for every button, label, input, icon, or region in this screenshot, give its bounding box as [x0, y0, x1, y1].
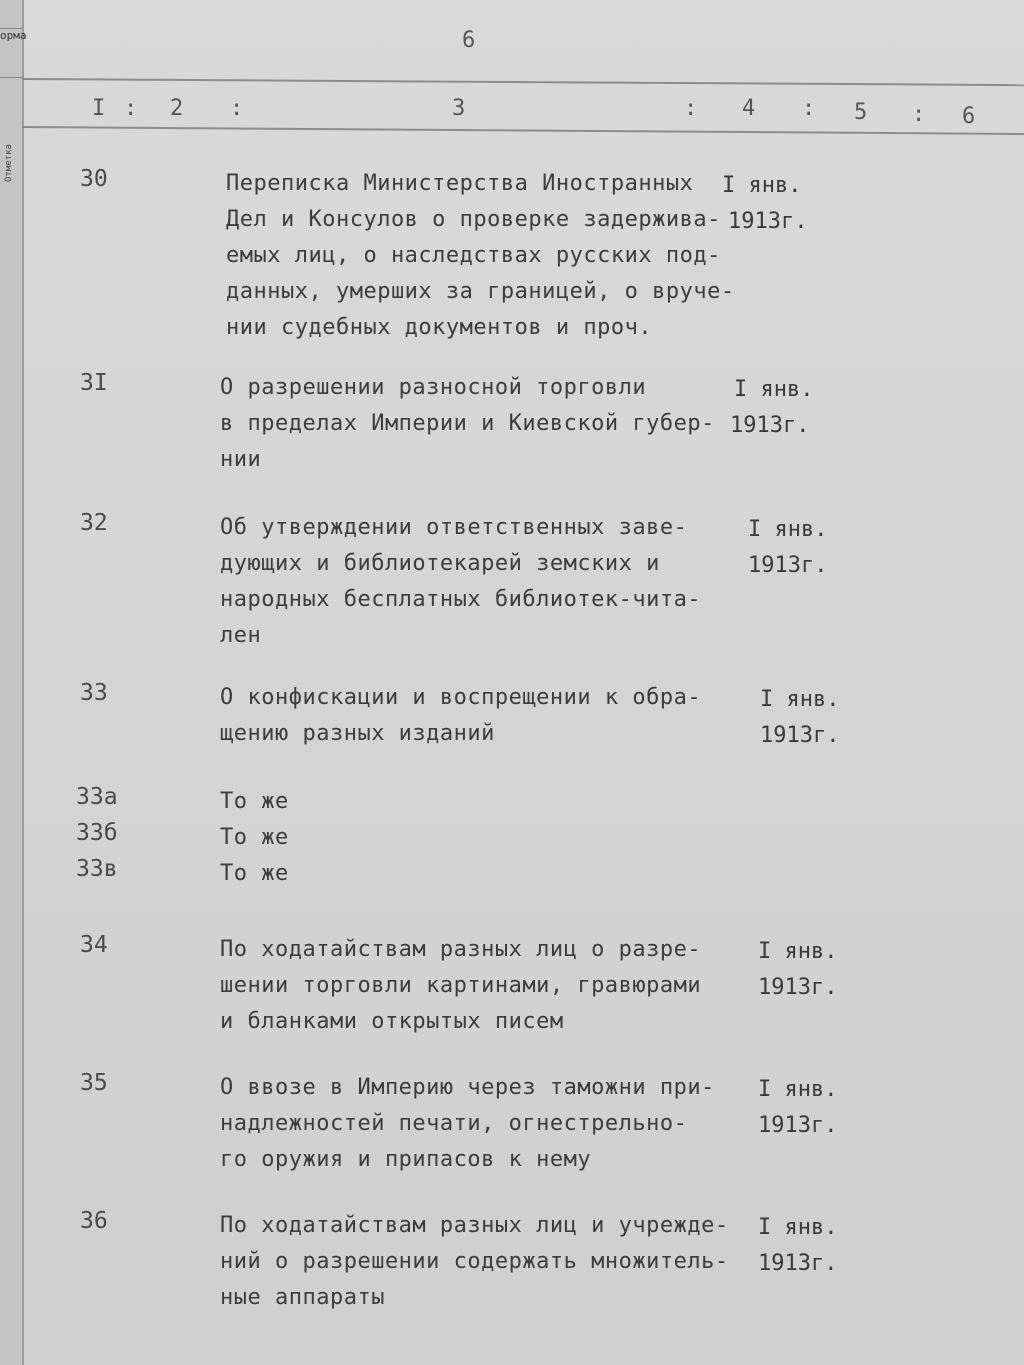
- description-line: О разрешении разносной торговли: [220, 375, 647, 400]
- entry-date-day: I янв.: [722, 173, 802, 198]
- description-line: По ходатайствам разных лиц о разре-: [220, 937, 702, 962]
- entry-number: 33б: [76, 820, 118, 846]
- header-separator: :: [230, 96, 244, 121]
- description-line: щению разных изданий: [220, 721, 495, 746]
- header-rule-bottom: [22, 126, 1024, 135]
- entry-description: [220, 784, 760, 820]
- header-col-1: I: [92, 96, 106, 121]
- description-line: То же: [220, 789, 289, 814]
- description-line: нии судебных документов и проч.: [226, 315, 653, 340]
- description-line: То же: [220, 825, 289, 850]
- entry-date-year: 1913г.: [760, 723, 840, 748]
- header-separator: :: [912, 102, 926, 127]
- description-line: надлежностей печати, огнестрельно-: [220, 1111, 688, 1136]
- description-line: народных бесплатных библиотек-чита-: [220, 587, 702, 612]
- entry-date-day: I янв.: [734, 377, 814, 402]
- entry-number: 33а: [76, 784, 118, 810]
- description-line: О ввозе в Империю через таможни при-: [220, 1075, 715, 1100]
- header-col-2: 2: [170, 96, 184, 121]
- entry-date-day: I янв.: [758, 1215, 838, 1240]
- entry-description: [220, 680, 760, 752]
- entry-description: [220, 820, 760, 856]
- entry-date-day: I янв.: [758, 939, 838, 964]
- header-col-3: 3: [452, 96, 466, 121]
- entry-date-day: I янв.: [760, 687, 840, 712]
- entry-number: 33в: [76, 856, 118, 882]
- entry-description: [226, 166, 766, 346]
- description-line: шении торговли картинами, гравюрами: [220, 973, 702, 998]
- entry-number: 30: [80, 166, 108, 192]
- entry-number: 34: [80, 932, 108, 958]
- header-col-6: 6: [962, 104, 976, 129]
- description-line: данных, умерших за границей, о вруче-: [226, 279, 735, 304]
- entry-date-day: I янв.: [748, 517, 828, 542]
- entry-description: [220, 1070, 760, 1178]
- entry-number: 33: [80, 680, 108, 706]
- entry-number: 36: [80, 1208, 108, 1234]
- description-line: То же: [220, 861, 289, 886]
- edge-form-label: орма: [0, 28, 22, 78]
- entry-description: [220, 370, 760, 478]
- entry-date-day: I янв.: [758, 1077, 838, 1102]
- entry-date-year: 1913г.: [728, 209, 808, 234]
- description-line: дующих и библиотекарей земских и: [220, 551, 660, 576]
- description-line: и бланками открытых писем: [220, 1009, 564, 1034]
- description-line: в пределах Империи и Киевской губер-: [220, 411, 715, 436]
- entry-number: 3I: [80, 370, 108, 396]
- description-line: О конфискации и воспрещении к обра-: [220, 685, 702, 710]
- header-separator: :: [684, 96, 698, 121]
- description-line: лен: [220, 623, 262, 648]
- entry-date-year: 1913г.: [758, 1251, 838, 1276]
- header-separator: :: [802, 96, 816, 121]
- description-line: Переписка Министерства Иностранных: [226, 171, 694, 196]
- entry-number: 35: [80, 1070, 108, 1096]
- description-line: нии: [220, 447, 262, 472]
- description-line: ные аппараты: [220, 1285, 385, 1310]
- entry-description: [220, 932, 760, 1040]
- entry-date-year: 1913г.: [730, 413, 810, 438]
- description-line: го оружия и припасов к нему: [220, 1147, 592, 1172]
- page-number: 6: [462, 28, 476, 53]
- entry-description: [220, 856, 760, 892]
- binding-edge: [0, 0, 27, 1365]
- description-line: емых лиц, о наследствах русских под-: [226, 243, 721, 268]
- header-separator: :: [124, 96, 138, 121]
- description-line: ний о разрешении содержать множитель-: [220, 1249, 729, 1274]
- description-line: Об утверждении ответственных заве-: [220, 515, 688, 540]
- header-col-5: 5: [854, 100, 868, 125]
- entry-description: [220, 1208, 760, 1316]
- header-rule-top: [22, 78, 1024, 86]
- entry-number: 32: [80, 510, 108, 536]
- entry-date-year: 1913г.: [758, 1113, 838, 1138]
- entry-date-year: 1913г.: [758, 975, 838, 1000]
- entry-date-year: 1913г.: [748, 553, 828, 578]
- description-line: Дел и Консулов о проверке задержива-: [226, 207, 721, 232]
- edge-vertical-label: Отметка: [4, 144, 14, 182]
- header-col-4: 4: [742, 96, 756, 121]
- description-line: По ходатайствам разных лиц и учрежде-: [220, 1213, 729, 1238]
- entry-description: [220, 510, 760, 654]
